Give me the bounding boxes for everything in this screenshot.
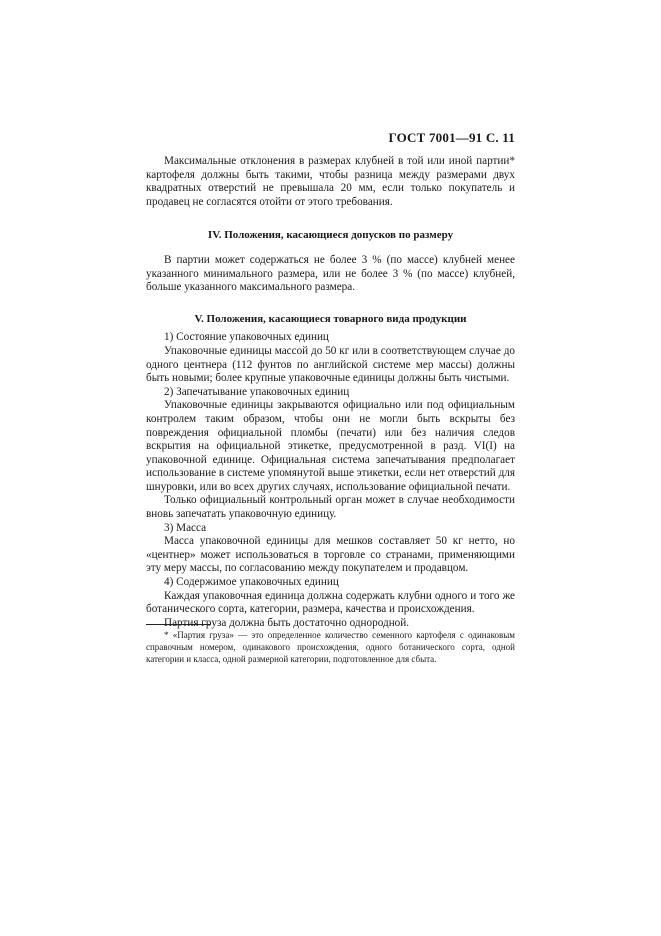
subsection-2-heading: 2) Запечатывание упаковочных единиц	[164, 385, 350, 398]
subsection-1-paragraph: Упаковочные единицы массой до 50 кг или в соответствующем случае до одного центнера (112 фунтов по английской системе мер массы) должны быть новыми; более крупные упаковочные единицы должны быть чистыми.	[146, 344, 515, 385]
subsection-2-paragraph-2: Только официальный контрольный орган может в случае необходимости вновь запечатать упаковочную единицу.	[146, 494, 515, 521]
section-4-paragraph: В партии может содержаться не более 3 % (по массе) клубней менее указанного минимального размера, или не более 3 % (по массе) клубней, больше указанного максимального размера.	[146, 253, 515, 294]
document-body	[146, 155, 515, 630]
intro-paragraph: Максимальные отклонения в размерах клубней в той или иной партии* картофеля должны быть такими, чтобы разница между размерами двух квадратных отверстий не превышала 20 мм, если только покупатель и продавец не согласятся отойти от этого требования.	[146, 155, 515, 208]
page-header: ГОСТ 7001—91 С. 11	[388, 130, 515, 145]
subsection-4-heading: 4) Содержимое упаковочных единиц	[164, 576, 339, 589]
subsection-1-heading: 1) Состояние упаковочных единиц	[164, 331, 329, 344]
subsection-4-paragraph-2: Партия груза должна быть достаточно однородной.	[164, 616, 410, 629]
subsection-3-paragraph: Масса упаковочной единицы для мешков составляет 50 кг нетто, но «центнер» может использоваться в торговле со странами, применяющими эту меру массы, по согласованию между покупателем и продавцом.	[146, 535, 515, 575]
footnote-divider	[146, 624, 210, 625]
section-5-title: V. Положения, касающиеся товарного вида продукции	[194, 312, 467, 325]
subsection-4-paragraph-1: Каждая упаковочная единица должна содержать клубни одного и того же ботанического сорта, категории, размера, качества и происхождения.	[146, 589, 515, 616]
subsection-3-heading: 3) Масса	[164, 521, 207, 534]
footnote: * «Партия груза» — это определенное количество семенного картофеля с одинаковым справочным номером, одинакового происхождения, одного ботанического сорта, одной категории и класса, одной размерной категории, подготовленное для сбыта.	[146, 630, 515, 665]
section-4-title: IV. Положения, касающиеся допусков по размеру	[207, 229, 454, 242]
subsection-2-paragraph-1: Упаковочные единицы закрываются официально или под официальным контролем таким образом, чтобы они не могли быть вскрыты без повреждения официальной пломбы (печати) или без наличия следов вскрытия на официальной этикетке, предусмотренной в разд. VI(I) на упаковочной единице. Официальная система запечатывания предполагает использование в системе упомянутой выше этикетки, если нет отверстий для шнуровки, или во всех других случаях, использование официальной печати.	[146, 399, 515, 493]
